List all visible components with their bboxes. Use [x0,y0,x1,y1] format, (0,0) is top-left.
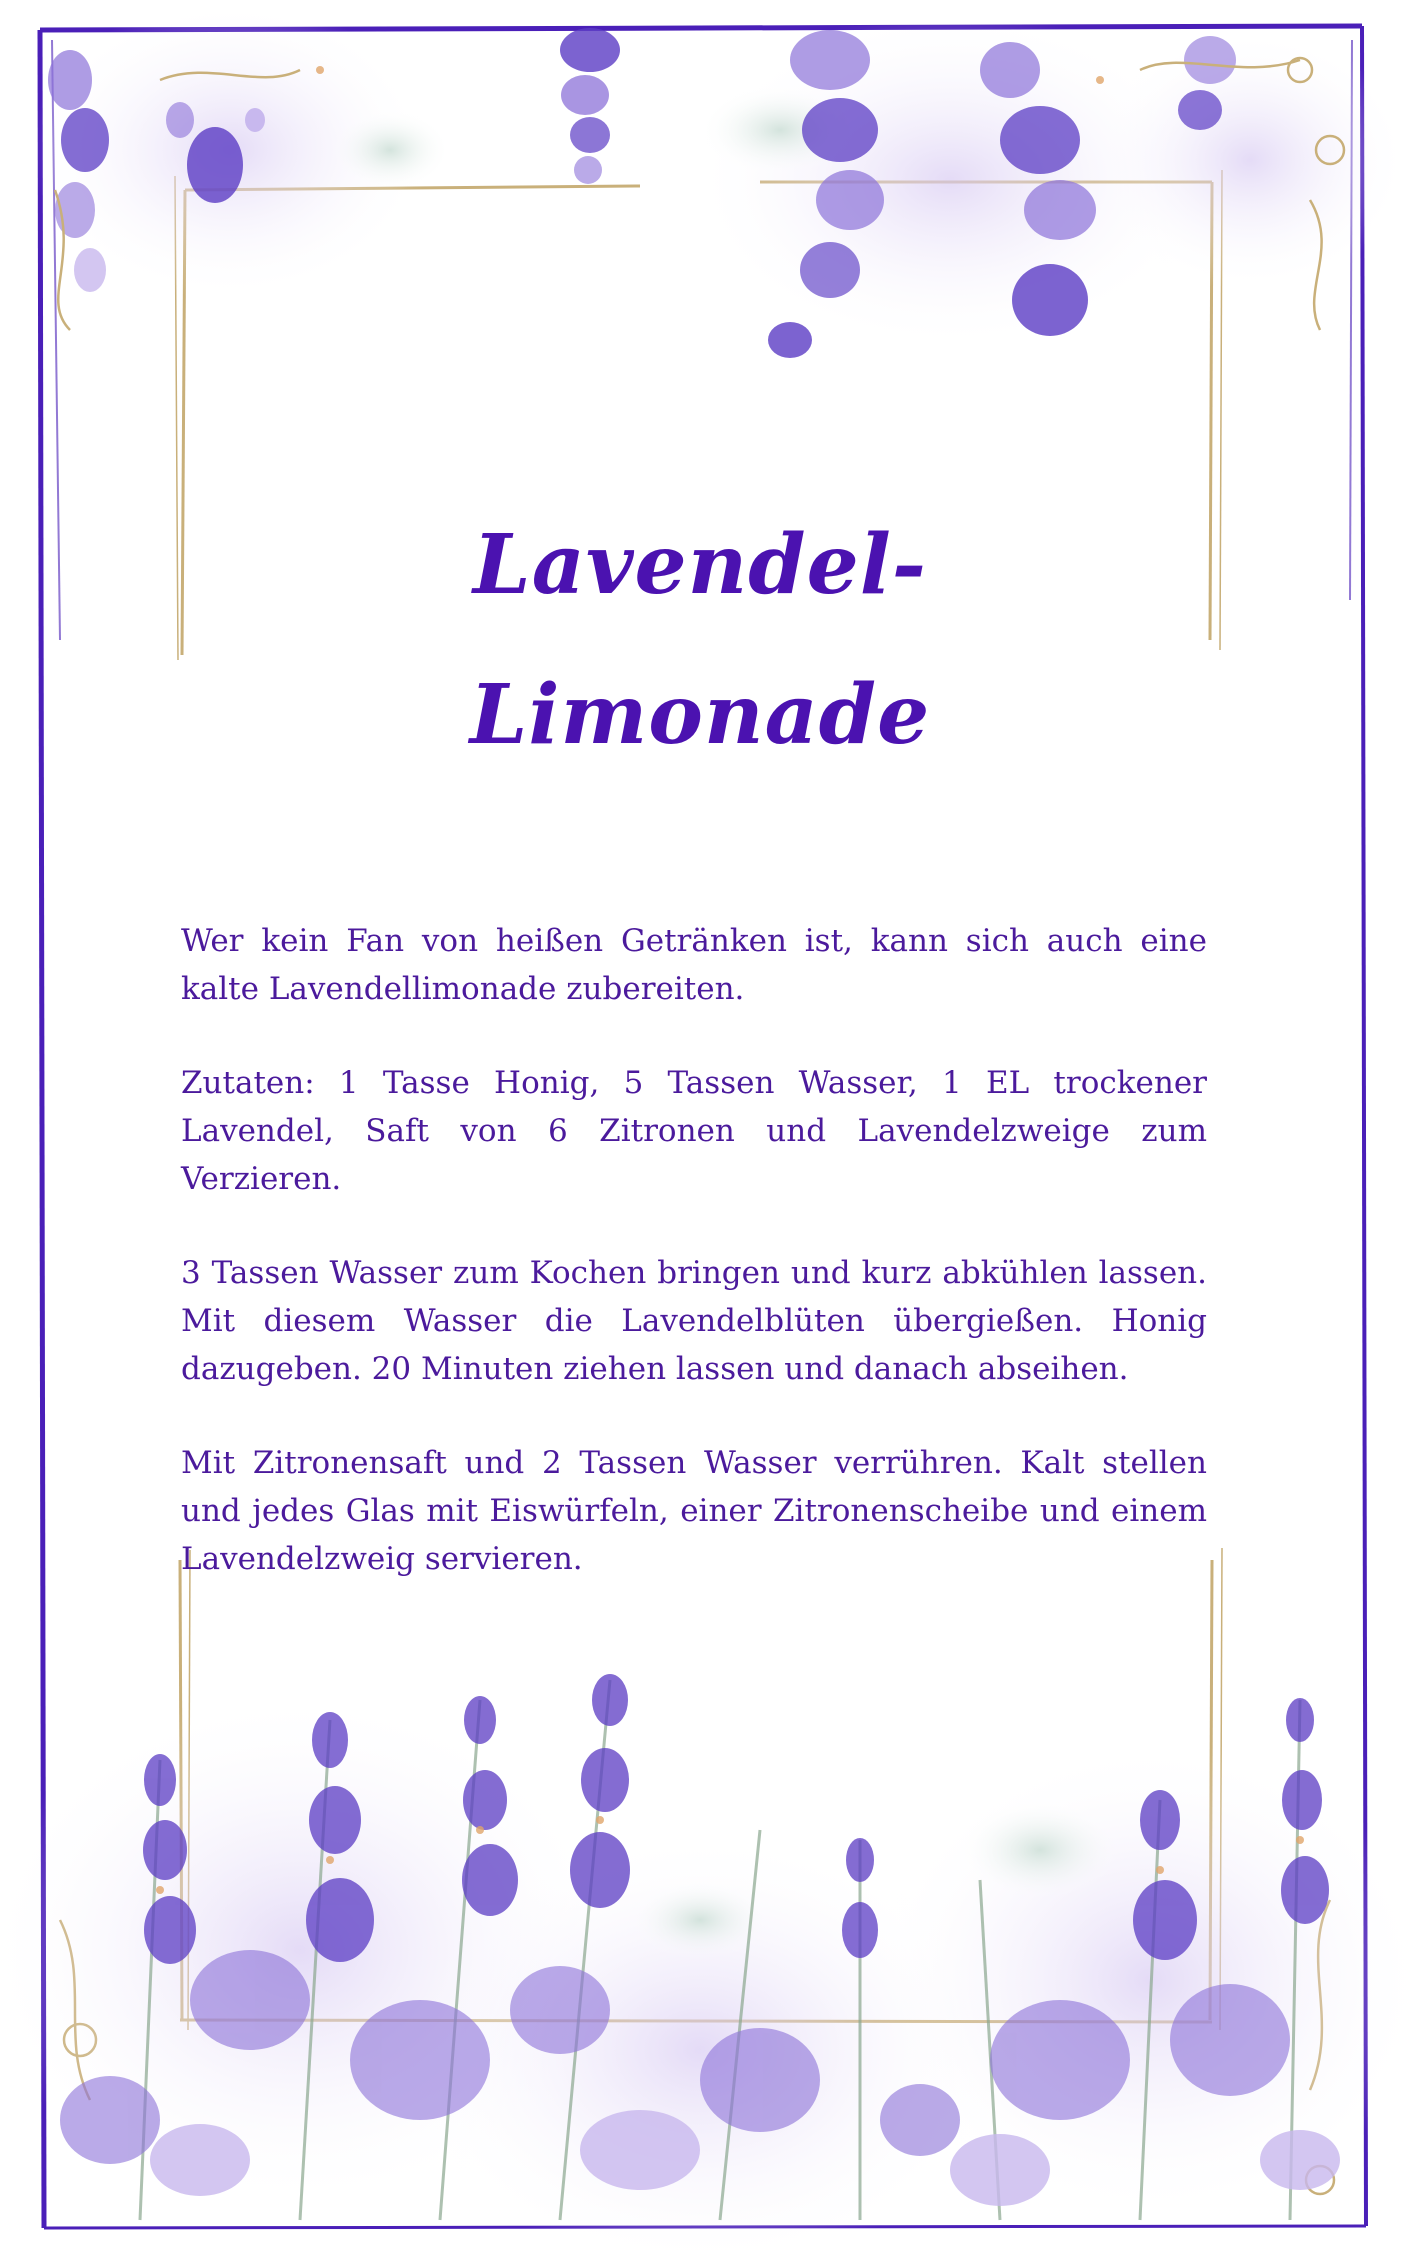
recipe-title [300,490,1100,790]
title-line-1: Lavendel- [473,517,927,613]
preparation-paragraph: 3 Tassen Wasser zum Kochen bringen und kurz abkühlen lassen. Mit diesem Wasser die Lavendelblüten übergießen. Honig dazugeben. 20 Minuten ziehen lassen und danach abseihen. [181,1255,1207,1387]
serving-paragraph: Mit Zitronensaft und 2 Tassen Wasser verrühren. Kalt stellen und jedes Glas mit Eiswürfeln, einer Zitronenscheibe und einem Lavendelzweig servieren. [181,1445,1207,1577]
ingredients-paragraph: Zutaten: 1 Tasse Honig, 5 Tassen Wasser, 1 EL trockener Lavendel, Saft von 6 Zitronen und Lavendelzweige zum Verzieren. [181,1065,1207,1197]
title-line-2: Limonade [469,667,931,763]
lavender-hanging-center [560,28,620,184]
recipe-body [181,917,1207,1629]
intro-paragraph: Wer kein Fan von heißen Getränken ist, kann sich auch eine kalte Lavendellimonade zubereiten. [181,923,1207,1007]
